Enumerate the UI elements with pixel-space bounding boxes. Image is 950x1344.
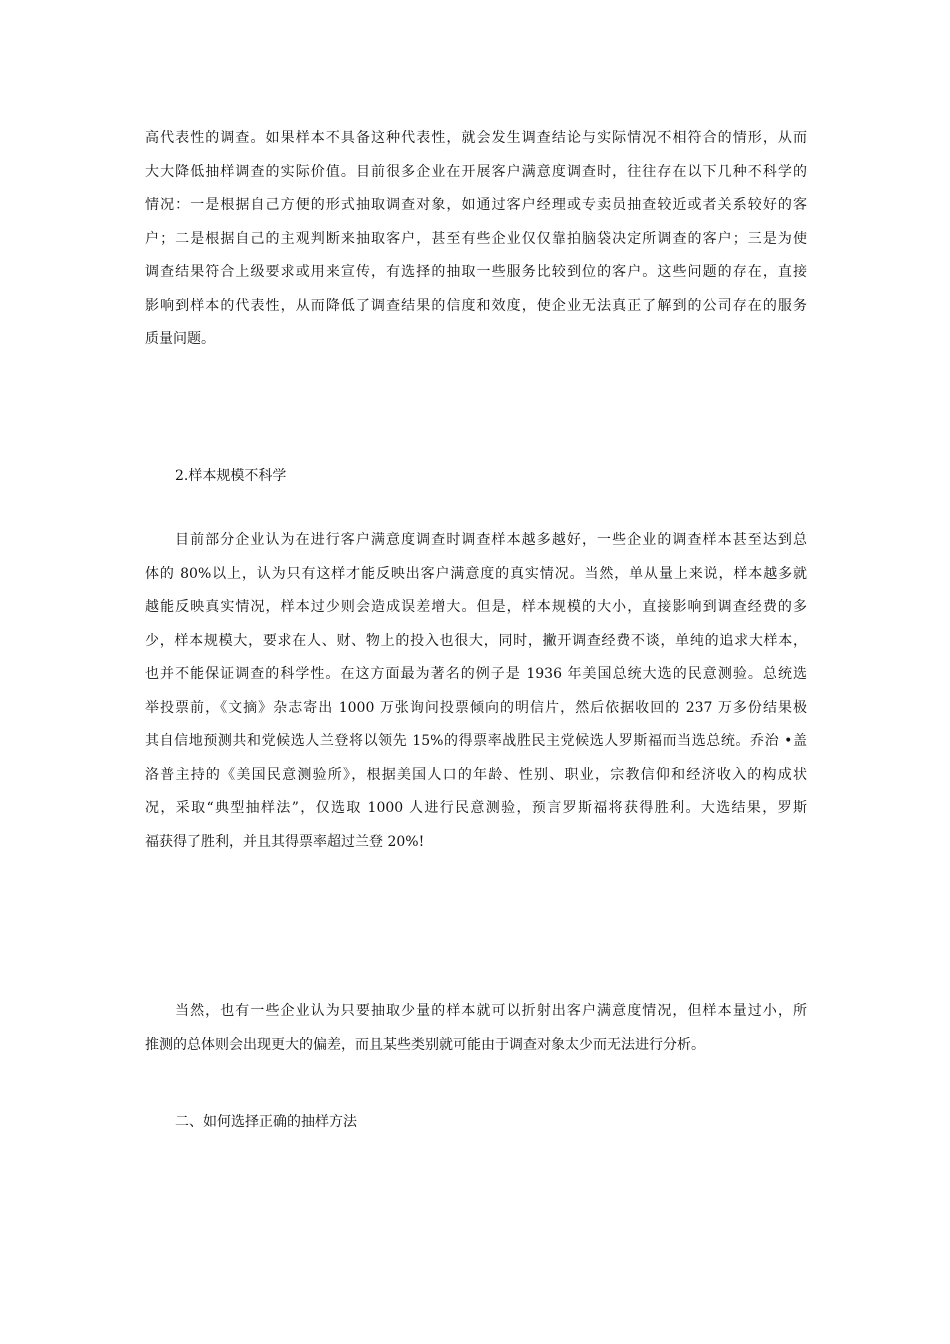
text-line: 高代表性的调查。如果样本不具备这种代表性，就会发生调查结论与实际情况不相符合的情形，从而 bbox=[145, 130, 807, 146]
text-line: 质量问题。 bbox=[145, 331, 215, 347]
text-line: 其自信地预测共和党候选人兰登将以领先 15%的得票率战胜民主党候选人罗斯福而当选总统。乔治 •盖 bbox=[145, 733, 807, 749]
text-line: 少，样本规模大，要求在人、财、物上的投入也很大，同时，撇开调查经费不谈，单纯的追求大样本， bbox=[145, 632, 807, 649]
text-line: 影响到样本的代表性，从而降低了调查结果的信度和效度，使企业无法真正了解到的公司存在的服务 bbox=[145, 297, 807, 314]
text-line: 调查结果符合上级要求或用来宣传，有选择的抽取一些服务比较到位的客户。这些问题的存在，直接 bbox=[145, 264, 807, 280]
text-line: 户；二是根据自己的主观判断来抽取客户，甚至有些企业仅仅靠拍脑袋决定所调查的客户；三是为使 bbox=[145, 230, 807, 247]
text-line: 况，采取“典型抽样法”，仅选取 1000 人进行民意测验，预言罗斯福将获得胜利。大选结果，罗斯 bbox=[145, 800, 807, 816]
section-heading-sample-size: 2.样本规模不科学 bbox=[175, 468, 287, 484]
paragraph-sample-size bbox=[145, 524, 807, 859]
text-line: 也并不能保证调查的科学性。在这方面最为著名的例子是 1936 年美国总统大选的民意测验。总统选 bbox=[145, 666, 807, 682]
paragraph-sample-representativeness bbox=[145, 122, 807, 357]
text-line: 洛普主持的《美国民意测验所》，根据美国人口的年龄、性别、职业，宗教信仰和经济收入的构成状 bbox=[145, 766, 807, 783]
section-heading-sampling-method: 二、如何选择正确的抽样方法 bbox=[175, 1114, 357, 1130]
text-line: 举投票前，《文摘》杂志寄出 1000 万张询问投票倾向的明信片，然后依据收回的 237 万多份结果极 bbox=[145, 699, 807, 716]
text-line: 目前部分企业认为在进行客户满意度调查时调查样本越多越好，一些企业的调查样本甚至达到总 bbox=[175, 532, 807, 548]
text-line: 当然，也有一些企业认为只要抽取少量的样本就可以折射出客户满意度情况，但样本量过小，所 bbox=[175, 1003, 807, 1019]
text-line: 推测的总体则会出现更大的偏差，而且某些类别就可能由于调查对象太少而无法进行分析。 bbox=[145, 1036, 705, 1053]
text-line: 越能反映真实情况，样本过少则会造成误差增大。但是，样本规模的大小，直接影响到调查经费的多 bbox=[145, 599, 807, 615]
text-line: 体的 80%以上，认为只有这样才能反映出客户满意度的真实情况。当然，单从量上来说，样本越多就 bbox=[145, 565, 807, 582]
text-line: 福获得了胜利，并且其得票率超过兰登 20%! bbox=[145, 833, 425, 850]
text-line: 情况：一是根据自己方便的形式抽取调查对象，如通过客户经理或专卖员抽查较近或者关系较好的客 bbox=[145, 197, 807, 213]
paragraph-small-sample bbox=[145, 995, 807, 1062]
text-line: 大大降低抽样调查的实际价值。目前很多企业在开展客户满意度调查时，往往存在以下几种不科学的 bbox=[145, 163, 807, 180]
